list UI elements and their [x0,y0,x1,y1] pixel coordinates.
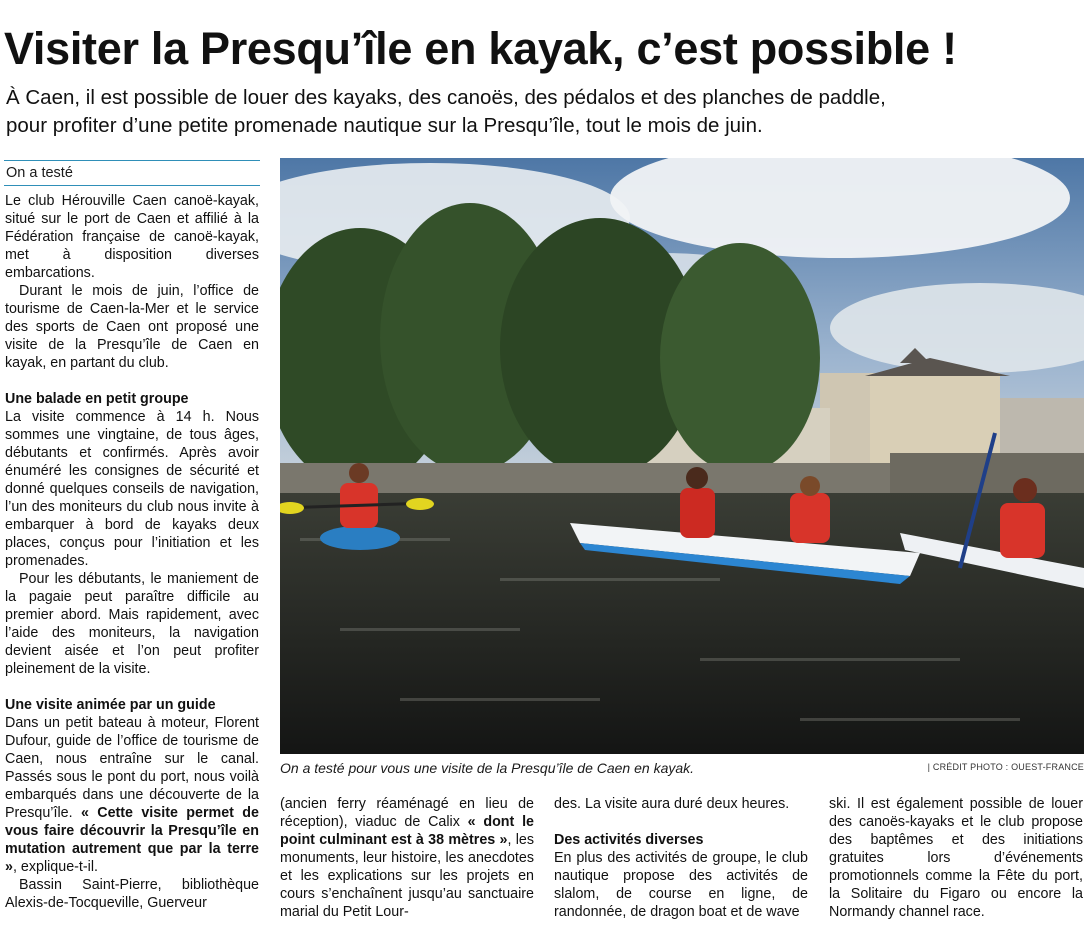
kayak-photo [280,158,1084,754]
photo-credit: | CRÉDIT PHOTO : OUEST-FRANCE [927,762,1084,772]
headline: Visiter la Presqu’île en kayak, c’est possible ! [4,23,957,74]
standfirst [6,84,1086,140]
article-column-1 [5,192,259,912]
section-label: On a testé [4,160,260,186]
quote: « dont le point culminant est à 38 mètres » [280,814,534,848]
article-column-4 [829,795,1083,921]
paragraph: Pour les débutants, le maniement de la pagaie peut paraître difficile au premier abord. Mais rapidement, avec l’aide des moniteurs, la navigation devient aisée et l’on peut profiter pleinement de la visite. [5,571,259,677]
subheading: Une balade en petit groupe [5,391,189,407]
quote: « Cette visite permet de vous faire découvrir la Presqu’île en mutation autrement que par la terre » [5,805,259,875]
paragraph: La visite commence à 14 h. Nous sommes une vingtaine, de tous âges, débutants et confirmés. Après avoir énuméré les consignes de sécurité et donné quelques conseils de navigation, l’un des moniteurs du club nous invite à embarquer à bord de kayaks deux places, conçus pour l’initiation et les promenades. [5,409,259,569]
paragraph: Bassin Saint-Pierre, bibliothèque Alexis-de-Tocqueville, Guerveur [5,877,259,911]
paragraph: Dans un petit bateau à moteur, Florent Dufour, guide de l’office de tourisme de Caen, nous entraîne sur le canal. Passés sous le pont du port, nous voilà embarqués dans une découverte de la Presqu’île. « Cette visite permet de vous faire découvrir la Presqu’île en mutation autrement que par la terre », explique-t-il. [5,715,259,875]
paragraph: ski. Il est également possible de louer des canoës-kayaks et le club propose des baptêmes et des initiations gratuites lors d’événements promotionnels comme la Fête du port, la Solitaire du Figaro ou encore la Normandy channel race. [829,796,1083,920]
subheading: Une visite animée par un guide [5,697,216,713]
subheading: Des activités diverses [554,832,704,848]
standfirst-line: À Caen, il est possible de louer des kayaks, des canoës, des pédalos et des planches de paddle, [6,86,886,109]
paragraph: Durant le mois de juin, l’office de tourisme de Caen-la-Mer et le service des sports de Caen ont proposé une visite de la Presqu’île de Caen en kayak, en partant du club. [5,283,259,371]
standfirst-line: pour profiter d’une petite promenade nautique sur la Presqu’île, tout le mois de juin. [6,114,763,137]
paragraph: (ancien ferry réaménagé en lieu de réception), viaduc de Calix « dont le point culminant est à 38 mètres », les monuments, leur histoire, les anecdotes et les explications sur les projets en cours s’enchaînent jusqu’au sanctuaire marial du Petit Lour- [280,796,534,920]
paragraph: des. La visite aura duré deux heures. [554,796,790,812]
article-column-3 [554,795,808,921]
article-column-2 [280,795,534,921]
photo-caption: On a testé pour vous une visite de la Presqu’île de Caen en kayak. [280,760,695,776]
paragraph: Le club Hérouville Caen canoë-kayak, situé sur le port de Caen et affilié à la Fédération française de canoë-kayak, met à disposition diverses embarcations. [5,193,259,281]
photo-illustration [280,158,1084,754]
paragraph: En plus des activités de groupe, le club nautique propose des activités de slalom, de course en ligne, de randonnée, de dragon boat et de wave [554,850,808,920]
